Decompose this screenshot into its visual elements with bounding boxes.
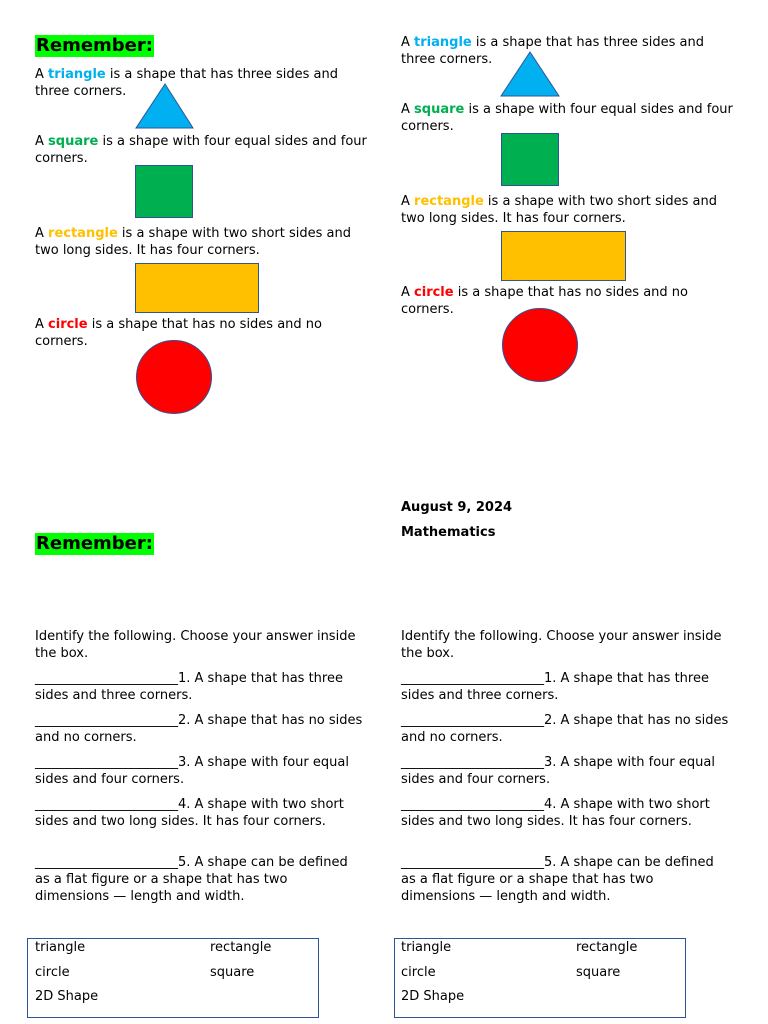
article: A [401,194,415,209]
article: A [35,317,49,332]
quiz-item-2: ______________________2. A shape that has no sides and no corners. [35,713,363,745]
circle-shape [135,339,213,415]
definition-text: is a shape that has three sides and three corners. [401,35,704,67]
keyword-rectangle: rectangle [48,226,118,241]
article: A [401,102,415,117]
choice-rectangle: rectangle [576,940,638,955]
square-definition [401,101,736,135]
quiz-item-2: ______________________2. A shape that has no sides and no corners. [401,713,729,745]
choice-2d-shape: 2D Shape [401,989,465,1004]
quiz-instruction: Identify the following. Choose your answer inside the box. [401,629,722,661]
triangle-definition [35,66,370,100]
article: A [401,285,415,300]
rectangle-shape [501,231,627,282]
article: A [35,226,49,241]
choice-triangle: triangle [35,940,86,955]
subject-heading: Mathematics [401,525,496,540]
quiz-instruction: Identify the following. Choose your answer inside the box. [35,629,356,661]
definition-text: is a shape with two short sides and two long sides. It has four corners. [35,226,351,258]
answer-choices-box [27,938,319,1018]
definition-text: is a shape with four equal sides and four corners. [401,102,733,134]
choice-circle: circle [35,965,70,980]
quiz-item-4: ______________________4. A shape with two short sides and two long sides. It has four corners. [401,797,710,829]
triangle-shape [135,83,195,129]
rectangle-definition [401,193,736,227]
choice-2d-shape: 2D Shape [35,989,99,1004]
article: A [35,67,49,82]
definition-text: is a shape with four equal sides and four corners. [35,134,367,166]
date-heading: August 9, 2024 [401,500,513,515]
choice-circle: circle [401,965,436,980]
keyword-triangle: triangle [414,35,472,50]
definition-text: is a shape that has no sides and no corners. [35,317,322,349]
triangle-shape [500,51,561,97]
definition-text: is a shape that has three sides and three corners. [35,67,338,99]
keyword-rectangle: rectangle [414,194,484,209]
square-shape [135,165,194,219]
remember-heading: Remember: [36,533,153,554]
article: A [35,134,49,149]
quiz-item-3: ______________________3. A shape with four equal sides and four corners. [401,755,715,787]
article: A [401,35,415,50]
answer-choices-box [394,938,686,1018]
rectangle-shape [135,263,260,314]
square-shape [501,133,560,187]
keyword-circle: circle [48,317,88,332]
choice-rectangle: rectangle [210,940,272,955]
quiz-item-1: ______________________1. A shape that has three sides and three corners. [35,671,343,703]
keyword-triangle: triangle [48,67,106,82]
rectangle-definition [35,225,370,259]
square-definition [35,133,370,167]
quiz-item-1: ______________________1. A shape that has three sides and three corners. [401,671,709,703]
quiz-item-5: ______________________5. A shape can be defined as a flat figure or a shape that has two dimensions — length and width. [35,855,348,904]
choice-triangle: triangle [401,940,452,955]
quiz-item-5: ______________________5. A shape can be defined as a flat figure or a shape that has two dimensions — length and width. [401,855,714,904]
definition-text: is a shape that has no sides and no corners. [401,285,688,317]
choice-square: square [576,965,621,980]
choice-square: square [210,965,255,980]
keyword-circle: circle [414,285,454,300]
circle-shape [501,307,579,383]
quiz-item-4: ______________________4. A shape with two short sides and two long sides. It has four corners. [35,797,344,829]
triangle-definition [401,34,736,68]
definition-text: is a shape with two short sides and two long sides. It has four corners. [401,194,717,226]
remember-heading: Remember: [36,35,153,56]
quiz-item-3: ______________________3. A shape with four equal sides and four corners. [35,755,349,787]
keyword-square: square [48,134,99,149]
keyword-square: square [414,102,465,117]
